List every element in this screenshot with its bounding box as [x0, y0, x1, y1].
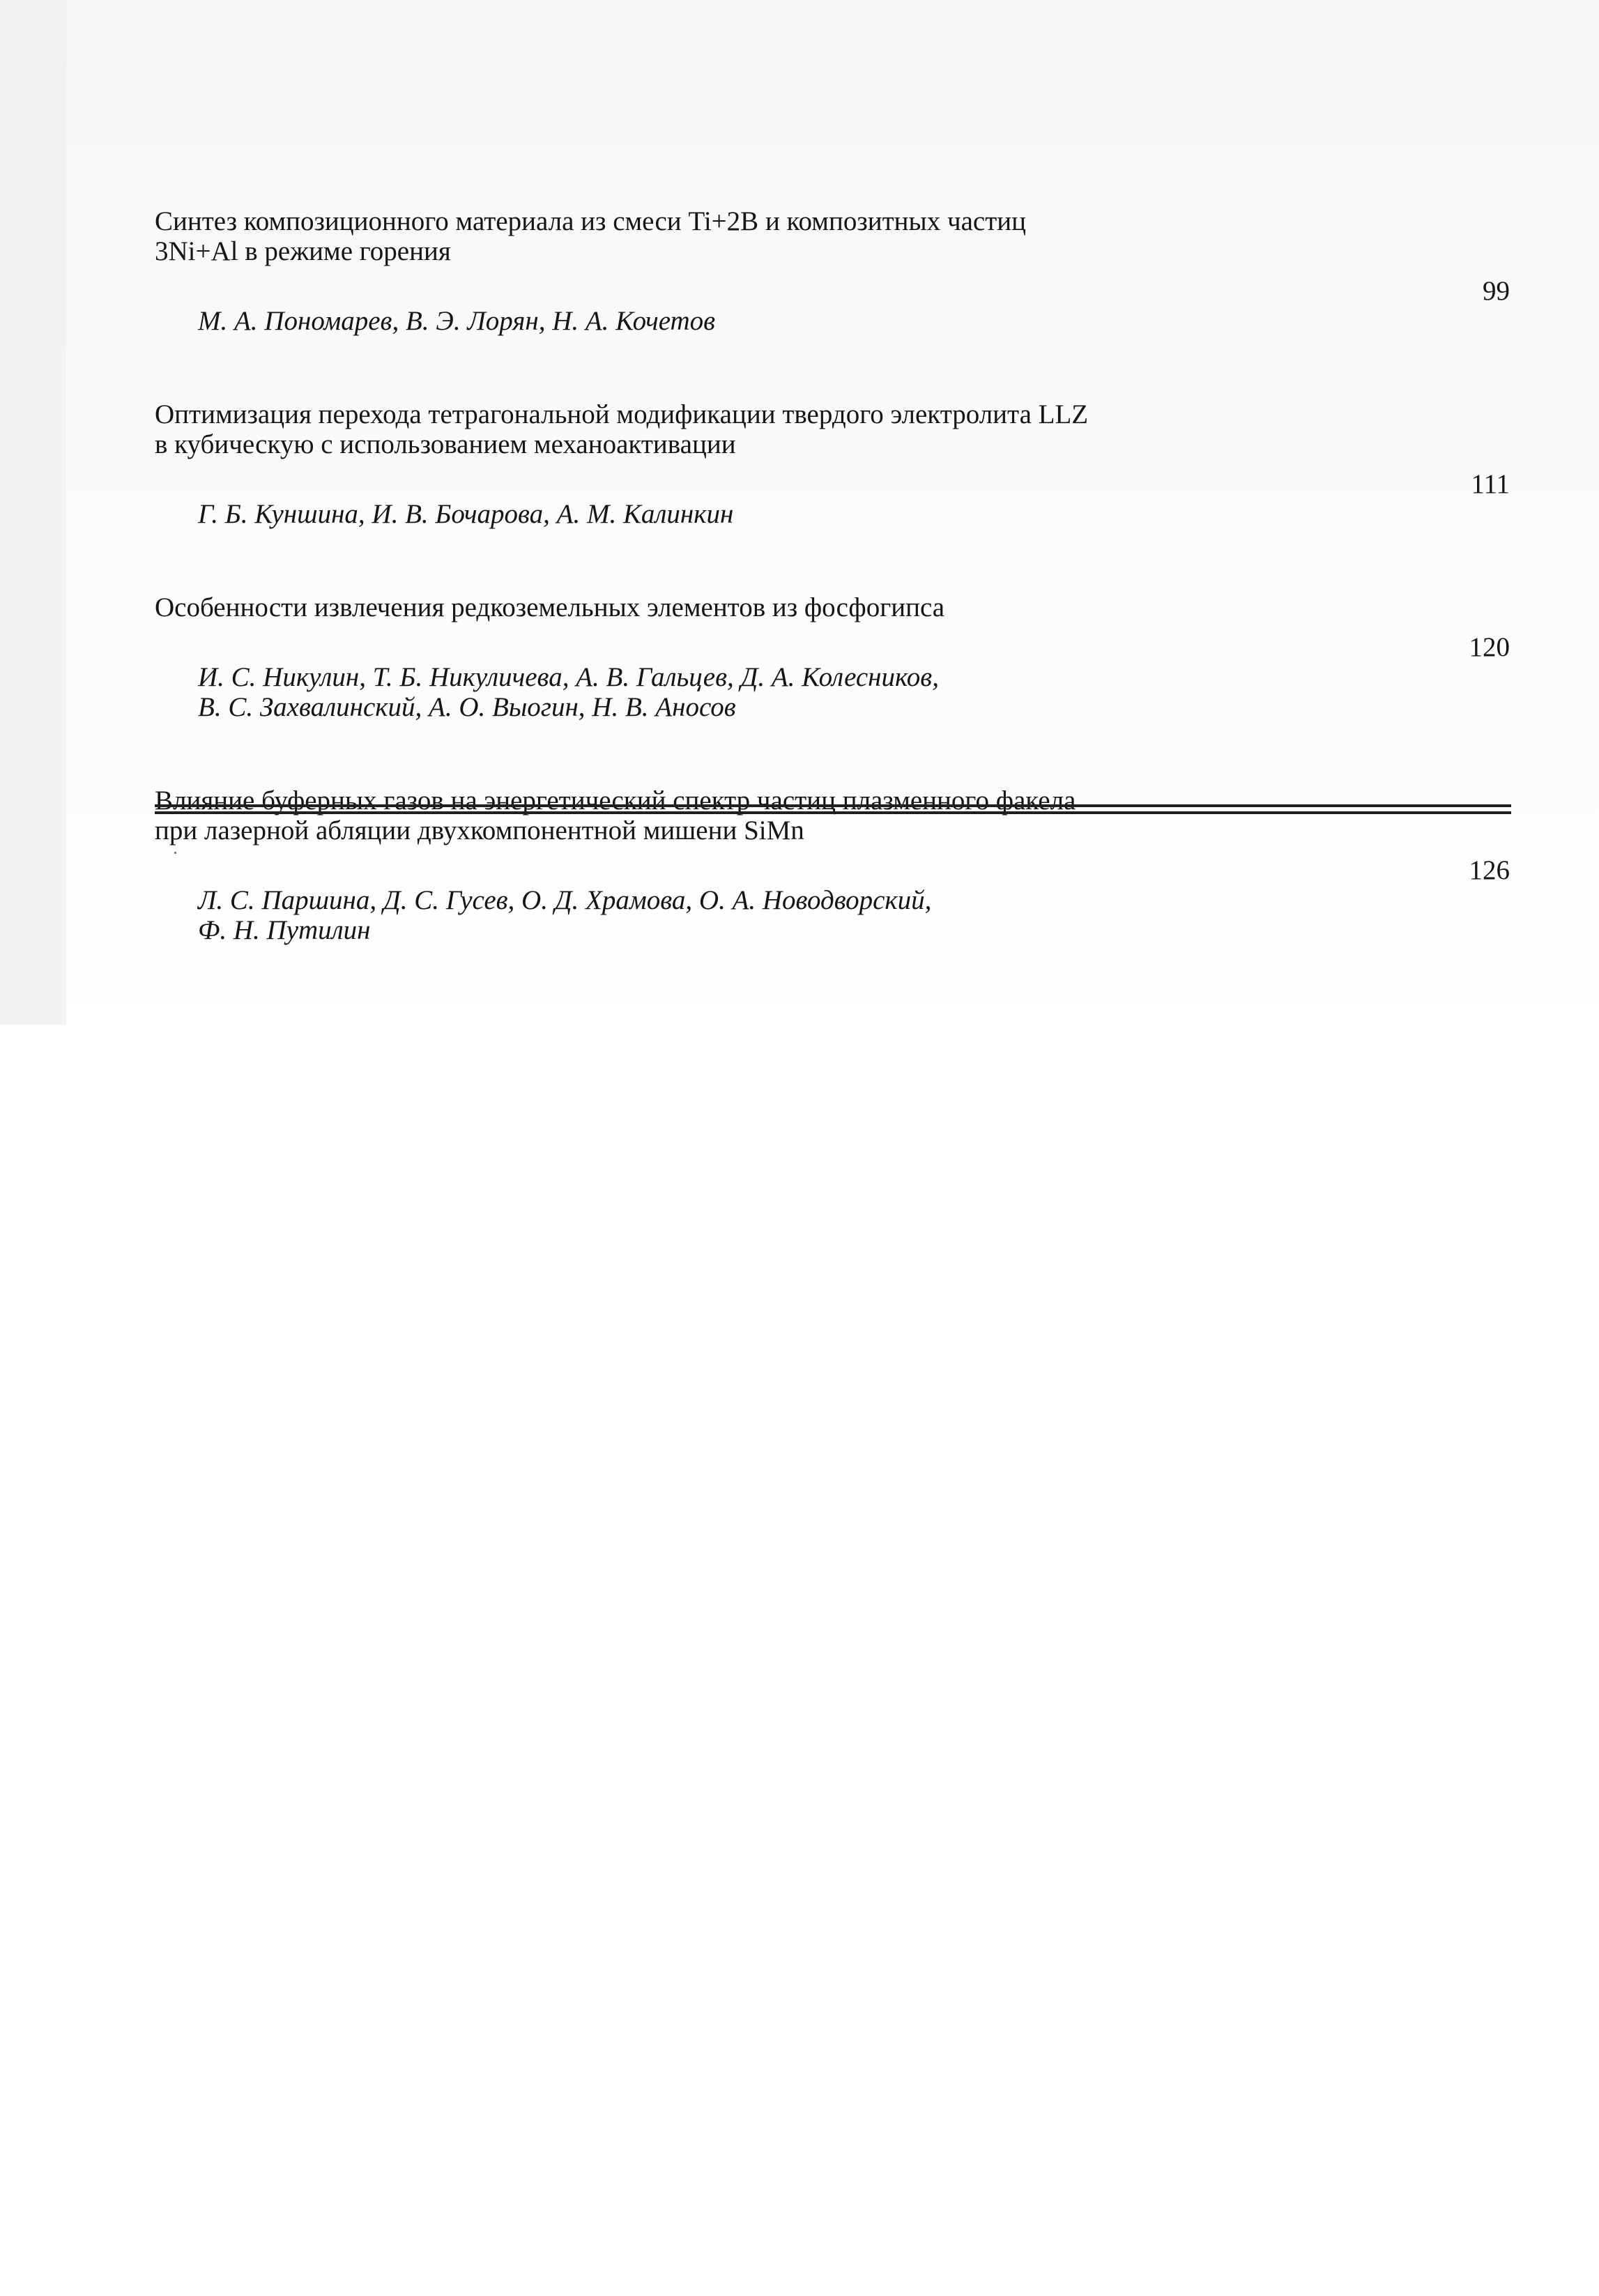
table-of-contents [155, 206, 1511, 1009]
article-title: Оптимизация перехода тетрагональной модификации твердого электролита LLZ в кубическую с использованием механоактивации [155, 399, 1089, 459]
authors-text: Г. Б. Куншина, И. В. Бочарова, А. М. Калинкин [198, 499, 734, 529]
toc-entry [155, 206, 1511, 366]
scan-speck [174, 852, 176, 854]
authors-text: Л. С. Паршина, Д. С. Гусев, О. Д. Храмова, О. А. Новодворский, Ф. Н. Путилин [198, 885, 932, 945]
article-title: Синтез композиционного материала из смеси Ti+2B и композитных частиц 3Ni+Al в режиме горения [155, 206, 1026, 266]
authors-text: М. А. Пономарев, В. Э. Лорян, Н. А. Кочетов [198, 306, 716, 336]
toc-entry [155, 399, 1511, 559]
article-authors [155, 855, 1511, 975]
page-number: 126 [1469, 855, 1510, 885]
scan-left-margin-shade [0, 0, 66, 1025]
toc-entry [155, 592, 1511, 752]
page-number: 99 [1483, 276, 1510, 306]
double-rule-divider [155, 804, 1511, 814]
article-authors [155, 632, 1511, 752]
authors-text: И. С. Никулин, Т. Б. Никуличева, А. В. Гальцев, Д. А. Колесников, В. С. Захвалинский, А. О. Выогин, Н. В. Аносов [198, 662, 939, 722]
page-number: 111 [1471, 469, 1510, 499]
article-authors [155, 276, 1511, 366]
article-title: Особенности извлечения редкоземельных элементов из фосфогипса [155, 592, 945, 622]
article-authors [155, 469, 1511, 559]
page-number: 120 [1469, 632, 1510, 662]
article-title: Влияние буферных газов на энергетический спектр частиц плазменного факела при лазерной абляции двухкомпонентной мишени SiMn [155, 786, 1076, 845]
